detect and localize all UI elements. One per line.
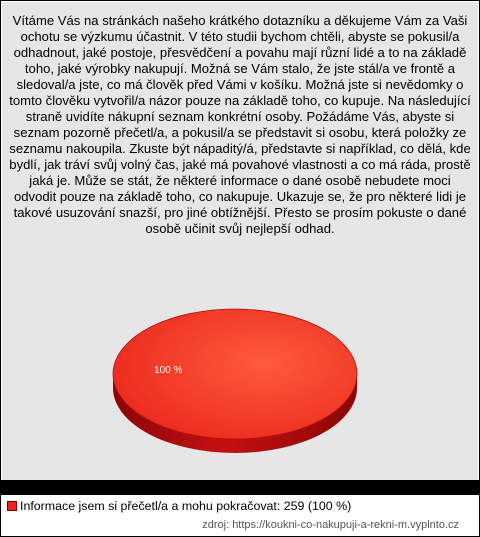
legend — [7, 498, 477, 514]
intro-text: Vítáme Vás na stránkách našeho krátkého dotazníku a děkujeme Vám za Vaši ochotu se výzkumu účastnit. V této studii bychom chtěli, abyste se pokusil/a odhadnout, jaké postoje, přesvědčení a povahu mají různí lidé a to na základě toho, jaké výrobky nakupují. Možná se Vám stalo, že jste stál/a ve frontě a sledoval/a jste, co má člověk před Vámi v košíku. Možná jste si nevědomky o tomto člověku vytvořil/a názor pouze na základě toho, co kupuje. Na následující straně uvidíte nákupní seznam konkrétní osoby. Požádáme Vás, abyste si seznam pozorně přečetl/a, a pokusil/a se představit si osobu, která položky ze seznamu nakoupila. Zkuste být nápaditý/á, představte si například, co dělá, kde bydlí, jak tráví svůj volný čas, jaké má povahové vlastnosti a co má ráda, prostě jaká je. Může se stát, že některé informace o dané osobě nebudete moci odvodit pouze na základě toho, co nakupuje. Ukazuje se, že pro některé lidi je takové usuzování snazší, pro jiné obtížnější. Přesto se prosím pokuste o dané osobě učinit svůj nejlepší odhad. — [9, 13, 471, 236]
legend-swatch — [7, 501, 17, 511]
legend-separator — [1, 480, 479, 495]
pie-slice-informace[interactable] — [113, 309, 357, 439]
pie-pct-label: 100 % — [154, 365, 183, 376]
legend-entry-informace: Informace jsem si přečetl/a a mohu pokračovat: 259 (100 %) — [20, 499, 352, 513]
pie-chart — [2, 2, 478, 480]
source-link[interactable]: zdroj: https://koukni-co-nakupuji-a-rekni-m.vyplnto.cz — [202, 519, 459, 531]
chart-panel — [2, 2, 478, 480]
